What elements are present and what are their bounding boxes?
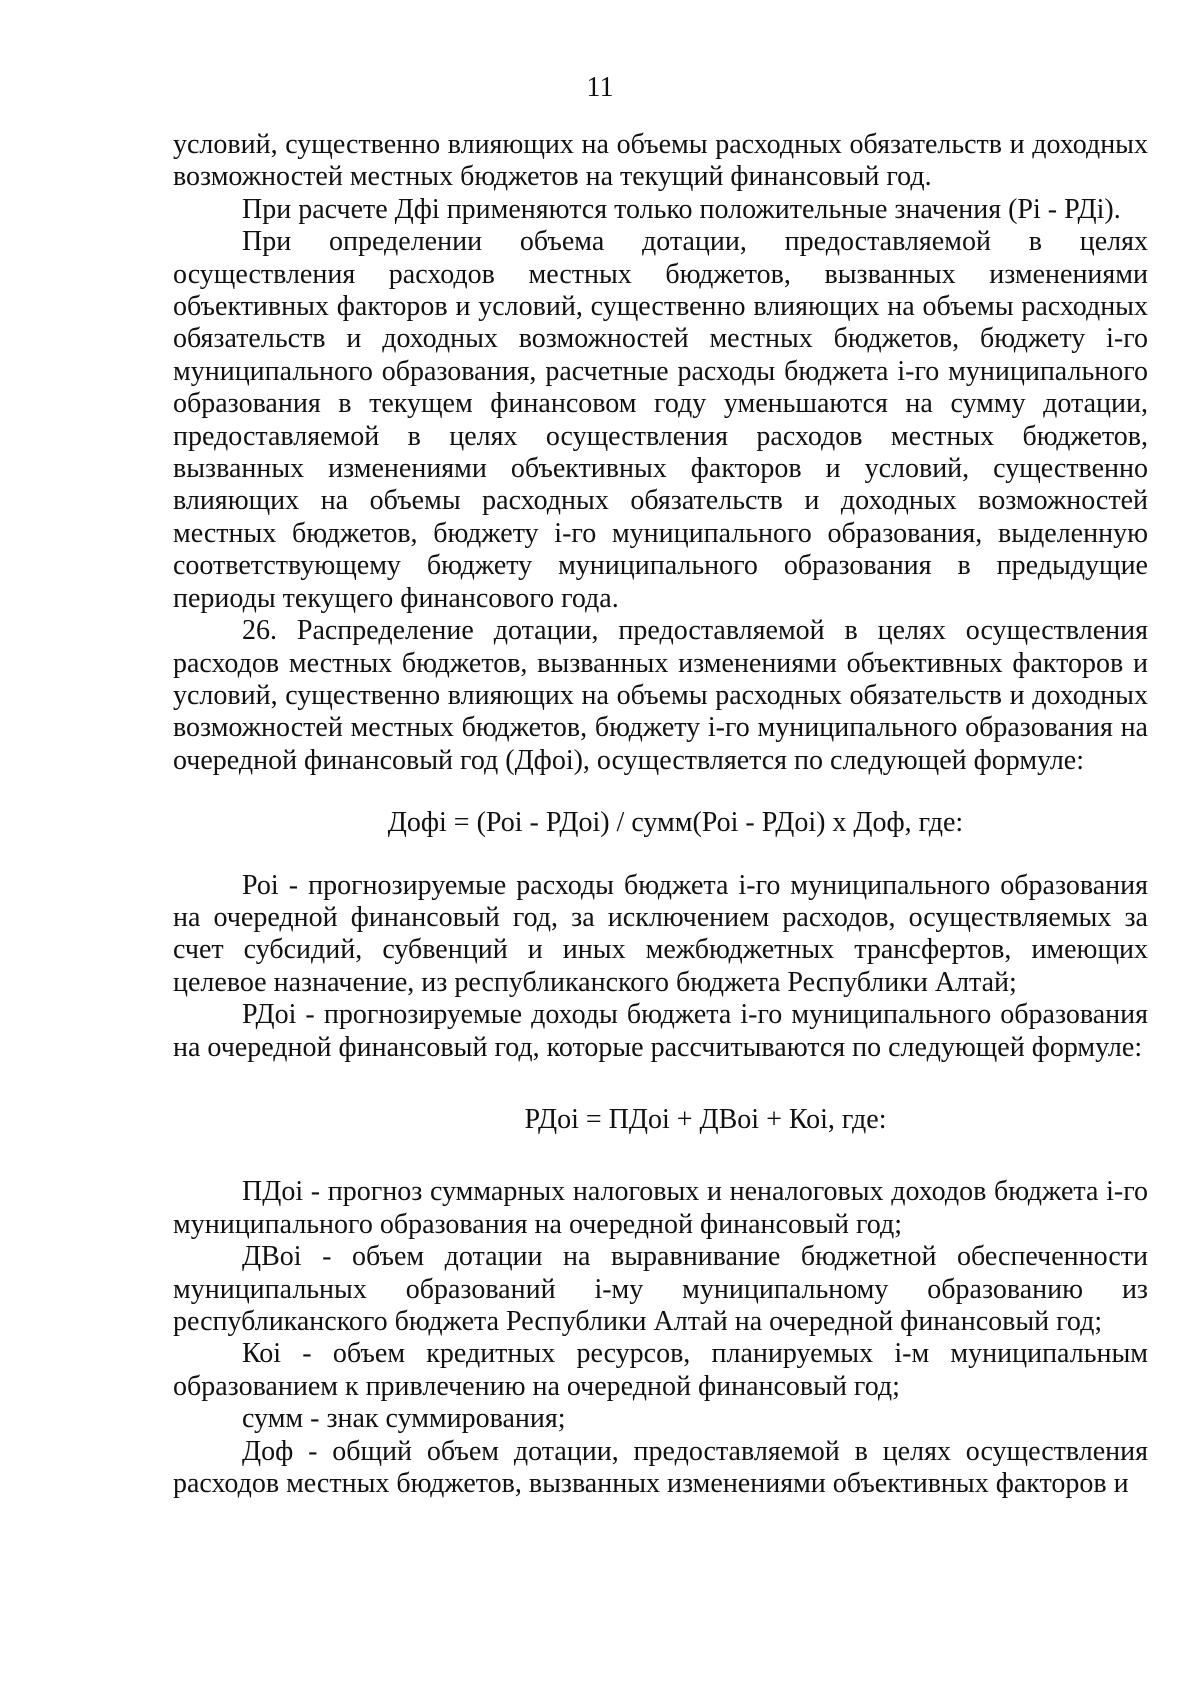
paragraph-continuation: условий, существенно влияющих на объемы расходных обязательств и доходных возможностей местных бюджетов на текущий финансовый год. xyxy=(173,129,1148,193)
definition-roi: Роi - прогнозируемые расходы бюджета i-го муниципального образования на очередной финансовый год, за исключением расходов, осуществляемых за счет субсидий, субвенций и иных межбюджетных трансфертов, имеющих целевое назначение, из республиканского бюджета Республики Алтай; xyxy=(173,869,1148,998)
definition-rdoi: РДоi - прогнозируемые доходы бюджета i-го муниципального образования на очередной финансовый год, которые рассчитываются по следующей формуле: xyxy=(173,999,1148,1063)
definition-dvoi: ДВоi - объем дотации на выравнивание бюджетной обеспеченности муниципальных образований i-му муниципальному образованию из республиканского бюджета Республики Алтай на очередной финансовый год; xyxy=(173,1241,1148,1337)
paragraph-item-26: 26. Распределение дотации, предоставляемой в целях осуществления расходов местных бюджетов, вызванных изменениями объективных факторов и условий, существенно влияющих на объемы расходных обязательств и доходных возможностей местных бюджетов, бюджету i-го муниципального образования на очередной финансовый год (Дфоi), осуществляется по следующей формуле: xyxy=(173,615,1148,776)
definition-summ: сумм - знак суммирования; xyxy=(242,1403,566,1435)
formula-dofi: Дофi = (Роi - РДоi) / сумм(Роi - РДоi) x Доф, где: xyxy=(387,807,964,839)
definition-koi: Коi - объем кредитных ресурсов, планируемых i-м муниципальным образованием к привлечению на очередной финансовый год; xyxy=(173,1338,1148,1402)
definition-pdoi: ПДоi - прогноз суммарных налоговых и неналоговых доходов бюджета i-го муниципального образования на очередной финансовый год; xyxy=(173,1176,1148,1240)
page-number: 11 xyxy=(586,72,614,103)
definition-dof: Доф - общий объем дотации, предоставляемой в целях осуществления расходов местных бюджетов, вызванных изменениями объективных факторов и xyxy=(173,1435,1148,1500)
document-body xyxy=(173,129,1148,1500)
paragraph-dfi-positive-values: При расчете Дфi применяются только положительные значения (Рi - РДi). xyxy=(242,193,1121,225)
paragraph-dotation-reduction: При определении объема дотации, предоставляемой в целях осуществления расходов местных бюджетов, вызванных изменениями объективных факторов и условий, существенно влияющих на объемы расходных обязательств и доходных возможностей местных бюджетов, бюджету i-го муниципального образования, расчетные расходы бюджета i-го муниципального образования в текущем финансовом году уменьшаются на сумму дотации, предоставляемой в целях осуществления расходов местных бюджетов, вызванных изменениями объективных факторов и условий, существенно влияющих на объемы расходных обязательств и доходных возможностей местных бюджетов, бюджету i-го муниципального образования, выделенную соответствующему бюджету муниципального образования в предыдущие периоды текущего финансового года. xyxy=(173,226,1148,614)
formula-rdoi: РДоi = ПДоi + ДВоi + Коi, где: xyxy=(524,1103,887,1135)
